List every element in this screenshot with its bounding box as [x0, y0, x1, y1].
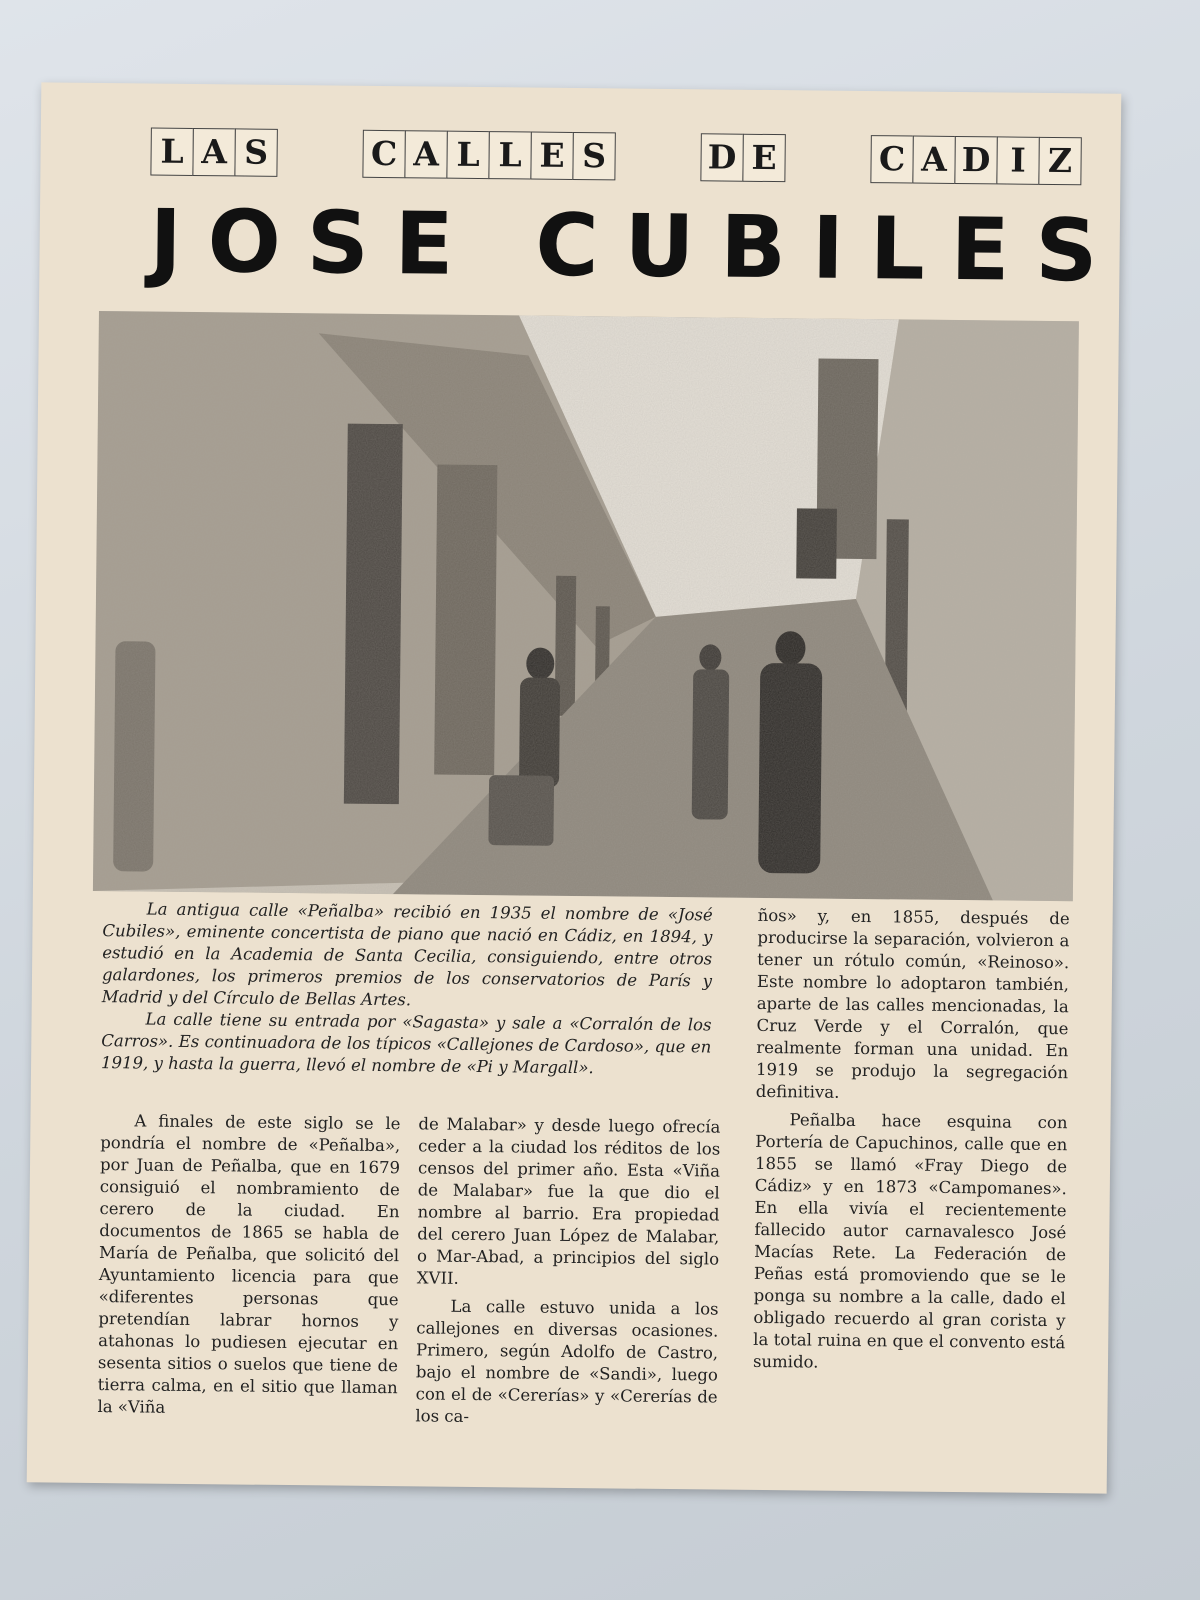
kicker-letter: C	[362, 130, 406, 178]
kicker-word	[362, 130, 614, 181]
photo-caption	[101, 898, 713, 1080]
kicker-letter: E	[742, 134, 786, 182]
article-text	[97, 898, 1073, 1478]
kicker-letter: L	[150, 128, 194, 176]
kicker-letter: A	[404, 130, 448, 178]
kicker-letter: S	[572, 132, 616, 180]
article-paragraph: Peñalba hace esquina con Portería de Capuchinos, calle que en 1855 se llamó «Fray Diego de Cádiz» y en 1873 «Campomanes». En ella vivía el recientemente fallecido autor carnavalesco José Macías Rete. La Federación de Peñas está promoviendo que se le ponga su nombre a la calle, dado el obligado recuerdo al gran corista y la total ruina en que el convento está sumido.	[752, 1110, 1068, 1372]
kicker-letter: Z	[1038, 137, 1082, 185]
caption-paragraph: La antigua calle «Peñalba» recibió en 1935 el nombre de «José Cubiles», eminente concertista de piano que nació en Cádiz, en 1894, y estudió en la Academia de Santa Cecilia, consiguiendo, entre otros galardones, los primeros premios de los conservatorios de París y Madrid y del Círculo de Bellas Artes.	[101, 899, 713, 1010]
newspaper-clipping	[27, 82, 1122, 1493]
article-paragraph: La calle estuvo unida a los callejones en diversas ocasiones. Primero, según Adolfo de Castro, bajo el nombre de «Sandi», luego con el de «Cererías» y «Cererías de los ca-	[415, 1296, 719, 1426]
kicker-word	[870, 135, 1080, 185]
article-column-3	[753, 905, 1070, 1382]
kicker-letter: L	[488, 131, 532, 179]
article-column-1	[97, 1110, 400, 1427]
article-paragraph: ños» y, en 1855, después de producirse la separación, volvieron a tener un rótulo común, «Reinoso». Este nombre lo adoptaron también, aparte de las calles mencionadas, la Cruz Verde y el Corralón, que realmente forman una unidad. En 1919 se produjo la segregación definitiva.	[755, 905, 1070, 1102]
kicker-word	[700, 133, 784, 182]
kicker-letter: D	[700, 133, 744, 181]
kicker-letter: S	[234, 128, 278, 176]
kicker-letter: I	[996, 136, 1040, 184]
headline: JOSE CUBILES	[149, 191, 1124, 302]
kicker-letter: A	[192, 128, 236, 176]
kicker-letter: C	[870, 135, 914, 183]
caption-paragraph: La calle tiene su entrada por «Sagasta» y sale a «Corralón de los Carros». Es continuadora de los típicos «Callejones de Cardoso», que en 1919, y hasta la guerra, llevó el nombre de «Pi y Margall».	[100, 1009, 712, 1078]
article-paragraph: A finales de este siglo se le pondría el nombre de «Peñalba», por Juan de Peñalba, que en 1679 consiguió el nombramiento de cerero de la ciudad. En documentos de 1865 se habla de María de Peñalba, que solicitó del Ayuntamiento licencia para que «diferentes personas que pretendían labrar hornos y atahonas lo pudiesen ejecutar en sesenta sitios o suelos que tiene de tierra calma, en el sitio que llaman la «Viña	[97, 1111, 401, 1417]
kicker-letter: L	[446, 131, 490, 179]
kicker-letter: E	[530, 132, 574, 180]
article-paragraph: de Malabar» y desde luego ofrecía ceder a la ciudad los réditos de los censos del primer año. Esta «Viña de Malabar» fue la que dio el nombre al barrio. Era propiedad del cerero Juan López de Malabar, o Mar-Abad, a principios del siglo XVII.	[416, 1114, 721, 1288]
street-photo	[93, 311, 1079, 901]
article-column-2	[415, 1113, 720, 1436]
kicker-letter: A	[912, 136, 956, 184]
section-kicker	[40, 126, 1120, 185]
kicker-letter: D	[954, 136, 998, 184]
kicker-word	[150, 128, 276, 177]
